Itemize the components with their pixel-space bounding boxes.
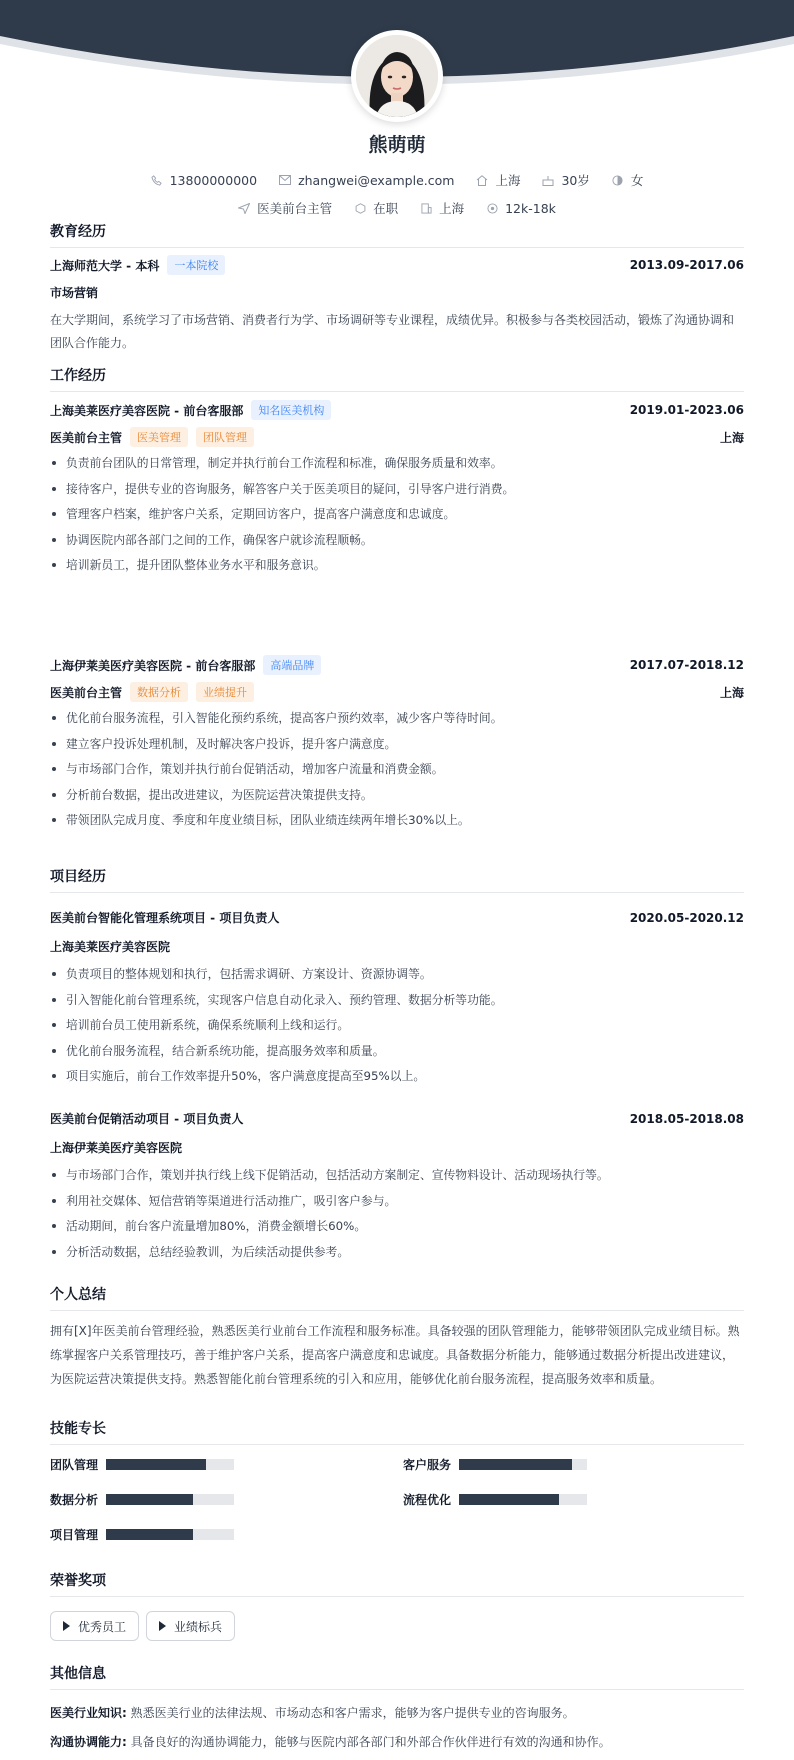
list-item: 负责前台团队的日常管理，制定并执行前台工作流程和标准，确保服务质量和效率。 bbox=[50, 453, 744, 479]
skill-bar-fill bbox=[106, 1529, 193, 1540]
skill-item bbox=[50, 1491, 234, 1508]
avatar-photo bbox=[356, 35, 438, 117]
list-item: 活动期间，前台客户流量增加80%，消费金额增长60%。 bbox=[50, 1216, 744, 1242]
job-role: 医美前台主管 bbox=[50, 685, 123, 700]
project-org-row bbox=[50, 938, 744, 955]
project-date: 2018.05-2018.08 bbox=[629, 1111, 744, 1126]
project-duties-list bbox=[50, 964, 744, 1092]
skill-tag: 业绩提升 bbox=[196, 682, 254, 702]
job-date: 2017.07-2018.12 bbox=[629, 658, 744, 672]
company-name: 上海伊莱美医疗美容医院 - 前台客服部 bbox=[50, 658, 256, 673]
phone-icon bbox=[151, 174, 163, 186]
company-name: 上海美莱医疗美容医院 - 前台客服部 bbox=[50, 403, 244, 418]
list-item: 协调医院内部各部门之间的工作，确保客户就诊流程顺畅。 bbox=[50, 530, 744, 556]
other-info-item bbox=[50, 1704, 744, 1721]
school-name: 上海师范大学 - 本科 bbox=[50, 258, 160, 273]
job-date: 2019.01-2023.06 bbox=[629, 403, 744, 417]
list-item: 优化前台服务流程，引入智能化预约系统，提高客户预约效率，减少客户等待时间。 bbox=[50, 708, 744, 734]
send-icon bbox=[238, 202, 250, 214]
job-location: 上海 bbox=[719, 430, 744, 445]
section-title-education: 教育经历 bbox=[50, 221, 744, 248]
list-item: 培训前台员工使用新系统，确保系统顺利上线和运行。 bbox=[50, 1015, 744, 1041]
skill-bar-fill bbox=[106, 1494, 193, 1505]
company-tag: 知名医美机构 bbox=[251, 400, 331, 420]
section-title-awards: 荣誉奖项 bbox=[50, 1570, 744, 1597]
project-header bbox=[50, 1110, 744, 1127]
job-duties-list bbox=[50, 708, 744, 836]
age-info: 30岁 bbox=[542, 171, 589, 189]
project-duties-list bbox=[50, 1165, 744, 1267]
award-name: 优秀员工 bbox=[78, 1619, 127, 1634]
skill-name: 项目管理 bbox=[50, 1528, 99, 1542]
company-tag: 高端品牌 bbox=[263, 655, 321, 675]
other-info-text: 熟悉医美行业的法律法规、市场动态和客户需求，能够为客户提供专业的咨询服务。 bbox=[130, 1706, 575, 1720]
avatar bbox=[351, 30, 443, 122]
project-header bbox=[50, 909, 744, 926]
skill-tag: 数据分析 bbox=[130, 682, 188, 702]
skill-name: 团队管理 bbox=[50, 1458, 99, 1472]
email-info: zhangwei@example.com bbox=[279, 173, 454, 188]
list-item: 带领团队完成月度、季度和年度业绩目标，团队业绩连续两年增长30%以上。 bbox=[50, 810, 744, 836]
job-role-row bbox=[50, 682, 744, 702]
skill-bar-fill bbox=[459, 1494, 559, 1505]
job-role: 医美前台主管 bbox=[50, 430, 123, 445]
status-icon bbox=[354, 202, 366, 214]
list-item: 优化前台服务流程，结合新系统功能，提高服务效率和质量。 bbox=[50, 1041, 744, 1067]
list-item: 管理客户档案，维护客户关系，定期回访客户，提高客户满意度和忠诚度。 bbox=[50, 504, 744, 530]
other-info-label: 医美行业知识: bbox=[50, 1706, 127, 1720]
skill-tag: 医美管理 bbox=[130, 427, 188, 447]
list-item: 接待客户，提供专业的咨询服务，解答客户关于医美项目的疑问，引导客户进行消费。 bbox=[50, 479, 744, 505]
section-title-projects: 项目经历 bbox=[50, 866, 744, 893]
list-item: 项目实施后，前台工作效率提升50%，客户满意度提高至95%以上。 bbox=[50, 1066, 744, 1092]
education-description: 在大学期间，系统学习了市场营销、消费者行为学、市场调研等专业课程，成绩优异。积极参与各类校园活动，锻炼了沟通协调和团队合作能力。 bbox=[50, 313, 735, 350]
contact-row-secondary bbox=[0, 199, 794, 217]
skill-item bbox=[50, 1456, 234, 1473]
list-item: 建立客户投诉处理机制，及时解决客户投诉，提升客户满意度。 bbox=[50, 734, 744, 760]
project-name: 医美前台促销活动项目 - 项目负责人 bbox=[50, 1112, 244, 1126]
job-location: 上海 bbox=[719, 685, 744, 700]
gender-icon bbox=[612, 174, 624, 186]
job-duties-list bbox=[50, 453, 744, 581]
summary-text: 拥有[X]年医美前台管理经验，熟悉医美行业前台工作流程和服务标准。具备较强的团队管理能力，能够带领团队完成业绩目标。熟练掌握客户关系管理技巧，善于维护客户关系，提高客户满意度和忠诚度。具备数据分析能力，能够通过数据分析提出改进建议，为医院运营决策提供支持。熟悉智能化前台管理系统的引入和应用，能够优化前台服务流程，提高服务效率和质量。 bbox=[50, 1324, 740, 1386]
status-info: 在职 bbox=[354, 199, 398, 217]
skill-bar bbox=[459, 1459, 587, 1470]
candidate-name: 熊萌萌 bbox=[368, 134, 426, 156]
home-icon bbox=[476, 174, 488, 186]
school-tag: 一本院校 bbox=[167, 255, 225, 275]
salary-info: 12k-18k bbox=[486, 201, 556, 216]
building-icon bbox=[420, 202, 432, 214]
section-title-work: 工作经历 bbox=[50, 365, 744, 392]
skill-bar bbox=[459, 1494, 587, 1505]
skill-name: 数据分析 bbox=[50, 1493, 99, 1507]
skill-name: 客户服务 bbox=[403, 1458, 452, 1472]
major-name: 市场营销 bbox=[50, 286, 99, 300]
job-role-row bbox=[50, 427, 744, 447]
job-header bbox=[50, 655, 744, 675]
other-info-text: 具备良好的沟通协调能力，能够与医院内部各部门和外部合作伙伴进行有效的沟通和协作。 bbox=[130, 1735, 611, 1749]
award-badge bbox=[146, 1611, 235, 1641]
list-item: 培训新员工，提升团队整体业务水平和服务意识。 bbox=[50, 555, 744, 581]
money-icon bbox=[486, 202, 498, 214]
education-header bbox=[50, 255, 744, 275]
skill-bar bbox=[106, 1459, 234, 1470]
section-title-skills: 技能专长 bbox=[50, 1418, 744, 1445]
location-info: 上海 bbox=[476, 171, 520, 189]
project-org: 上海伊莱美医疗美容医院 bbox=[50, 1141, 183, 1155]
education-date: 2013.09-2017.06 bbox=[629, 258, 744, 272]
job-header bbox=[50, 400, 744, 420]
award-badge bbox=[50, 1611, 139, 1641]
list-item: 与市场部门合作，策划并执行前台促销活动，增加客户流量和消费金额。 bbox=[50, 759, 744, 785]
skill-item bbox=[403, 1491, 587, 1508]
project-org-row bbox=[50, 1139, 744, 1156]
award-name: 业绩标兵 bbox=[174, 1619, 223, 1634]
play-icon bbox=[159, 1621, 166, 1631]
list-item: 分析活动数据，总结经验教训，为后续活动提供参考。 bbox=[50, 1242, 744, 1268]
mail-icon bbox=[279, 174, 291, 186]
skill-bar bbox=[106, 1529, 234, 1540]
skill-tag: 团队管理 bbox=[196, 427, 254, 447]
skill-item bbox=[50, 1526, 234, 1543]
skill-bar-fill bbox=[106, 1459, 206, 1470]
project-date: 2020.05-2020.12 bbox=[629, 910, 744, 925]
position-info: 医美前台主管 bbox=[238, 199, 332, 217]
project-name: 医美前台智能化管理系统项目 - 项目负责人 bbox=[50, 911, 280, 925]
section-title-summary: 个人总结 bbox=[50, 1284, 744, 1311]
play-icon bbox=[63, 1621, 70, 1631]
cake-icon bbox=[542, 174, 554, 186]
contact-row-primary bbox=[0, 171, 794, 189]
skill-name: 流程优化 bbox=[403, 1493, 452, 1507]
other-info-item bbox=[50, 1733, 744, 1750]
list-item: 利用社交媒体、短信营销等渠道进行活动推广，吸引客户参与。 bbox=[50, 1191, 744, 1217]
section-title-other: 其他信息 bbox=[50, 1663, 744, 1690]
list-item: 负责项目的整体规划和执行，包括需求调研、方案设计、资源协调等。 bbox=[50, 964, 744, 990]
skill-bar-fill bbox=[459, 1459, 572, 1470]
project-org: 上海美莱医疗美容医院 bbox=[50, 940, 171, 954]
skill-item bbox=[403, 1456, 587, 1473]
major-row bbox=[50, 284, 744, 301]
list-item: 分析前台数据，提出改进建议，为医院运营决策提供支持。 bbox=[50, 785, 744, 811]
list-item: 引入智能化前台管理系统，实现客户信息自动化录入、预约管理、数据分析等功能。 bbox=[50, 990, 744, 1016]
phone-info: 13800000000 bbox=[151, 173, 257, 188]
other-info-label: 沟通协调能力: bbox=[50, 1735, 127, 1749]
list-item: 与市场部门合作，策划并执行线上线下促销活动，包括活动方案制定、宣传物料设计、活动现场执行等。 bbox=[50, 1165, 744, 1191]
skill-bar bbox=[106, 1494, 234, 1505]
gender-info: 女 bbox=[612, 171, 644, 189]
city-info: 上海 bbox=[420, 199, 464, 217]
